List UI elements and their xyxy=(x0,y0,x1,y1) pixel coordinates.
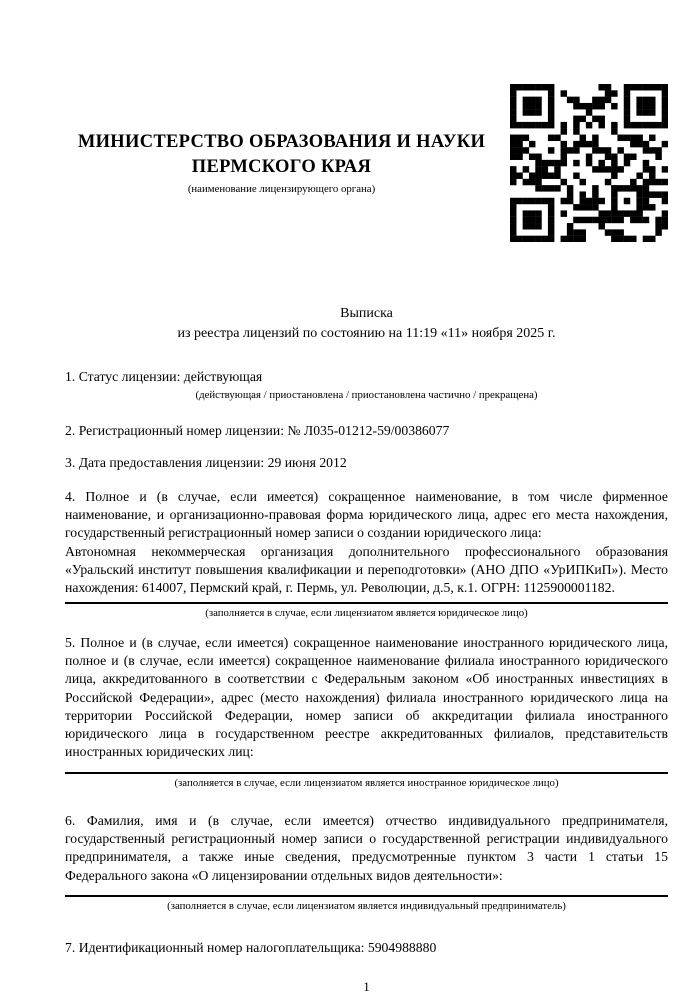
field-individual-entrepreneur-info xyxy=(65,812,668,913)
foreign-entity-blank-line xyxy=(65,762,668,774)
ministry-name xyxy=(65,130,498,180)
field-taxpayer-number xyxy=(65,939,668,957)
entrepreneur-label: 6. Фамилия, имя и (в случае, если имеется) отчество индивидуального предпринимателя, государственный регистрационный номер записи о государственной регистрации индивидуального предпринимателя, а также иные сведения, предусмотренные пунктом 3 части 1 статьи 15 Федерального закона «О лицензировании отдельных видов деятельности»: xyxy=(65,812,668,883)
foreign-entity-caption: (заполняется в случае, если лицензиатом является иностранное юридическое лицо) xyxy=(174,776,559,789)
legal-entity-caption: (заполняется в случае, если лицензиатом является юридическое лицо) xyxy=(205,606,528,619)
qr-code-image xyxy=(510,84,668,242)
taxpayer-number-text: 7. Идентификационный номер налогоплательщика: 5904988880 xyxy=(65,939,437,955)
field-grant-date xyxy=(65,454,668,472)
qr-code-icon xyxy=(510,84,668,242)
legal-entity-label: 4. Полное и (в случае, если имеется) сокращенное наименование, в том числе фирменное наименование, и организационно-правовая форма юридического лица, адрес его места нахождения, государственный регистрационный номер записи о создании юридического лица: xyxy=(65,488,668,541)
document-title xyxy=(65,304,668,344)
field-legal-entity-info xyxy=(65,488,668,620)
grant-date-text: 3. Дата предоставления лицензии: 29 июня 2012 xyxy=(65,454,347,470)
field-registration-number xyxy=(65,422,668,440)
ministry-name-line1: МИНИСТЕРСТВО ОБРАЗОВАНИЯ И НАУКИ xyxy=(77,132,486,152)
status-options-caption: (действующая / приостановлена / приостановлена частично / прекращена) xyxy=(195,389,538,402)
foreign-entity-label: 5. Полное и (в случае, если имеется) сокращенное наименование иностранного юридического лица, полное и (в случае, если имеется) сокращенное наименование филиала иностранного юридического лица, аккредитованного в соответствии с Федеральным законом «Об иностранных инвестициях в Российской Федерации», адрес (место нахождения) филиала иностранного юридического лица на территории Российской Федерации, номер записи об аккредитации филиала иностранного юридического лица в государственном реестре аккредитованных филиалов, представительств иностранных юридических лиц: xyxy=(65,634,668,760)
field-license-status xyxy=(65,368,668,402)
license-status-text: 1. Статус лицензии: действующая xyxy=(65,369,263,384)
extract-title-line1: Выписка xyxy=(340,306,393,321)
ministry-caption: (наименование лицензирующего органа) xyxy=(187,183,376,195)
field-foreign-entity-info xyxy=(65,634,668,790)
registration-number-text: 2. Регистрационный номер лицензии: № Л035-01212-59/00386077 xyxy=(65,423,450,439)
document-header xyxy=(65,0,668,242)
page-number: 1 xyxy=(363,979,370,995)
extract-title-line2: из реестра лицензий по состоянию на 11:19 «11» ноября 2025 г. xyxy=(177,326,556,341)
licensing-authority-block xyxy=(65,84,510,195)
ministry-name-line2: ПЕРМСКОГО КРАЯ xyxy=(191,157,372,177)
entrepreneur-blank-line xyxy=(65,885,668,897)
entrepreneur-caption: (заполняется в случае, если лицензиатом является индивидуальный предприниматель) xyxy=(167,899,566,912)
legal-entity-value: Автономная некоммерческая организация дополнительного профессионального образования «Уральский институт повышения квалификации и переподготовки» (АНО ДПО «УрИПКиП»). Место нахождения: 614007, Пермский край, г. Пермь, ул. Революции, д.5, к.1. ОГРН: 1125900001182. xyxy=(65,543,668,604)
